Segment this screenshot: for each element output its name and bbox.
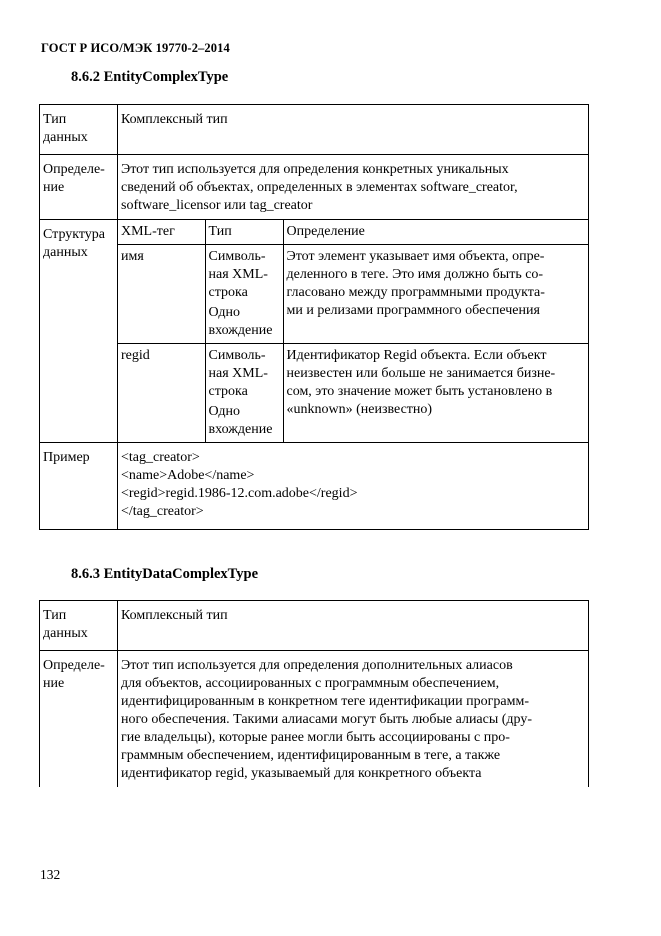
definition-label: Определе- bbox=[43, 658, 105, 673]
structure-row bbox=[40, 220, 589, 443]
definition-row bbox=[40, 155, 589, 220]
type-header: Тип bbox=[205, 220, 283, 245]
tag-name-cell: имя bbox=[118, 245, 205, 344]
definition-text-line: граммным обеспечением, идентифицированным в теге, а также bbox=[121, 748, 501, 763]
tag-definition-line: ми и релизами программного обеспечения bbox=[286, 303, 540, 318]
definition-label: Определе- bbox=[43, 162, 105, 177]
structure-label-cell bbox=[40, 220, 118, 443]
definition-text-line: Этот тип используется для определения конкретных уникальных bbox=[121, 162, 509, 177]
type-text-line: Символь- bbox=[208, 348, 266, 363]
definition-text-line: сведений об объектах, определенных в элементах software_creator, bbox=[121, 180, 518, 195]
tag-definition-cell bbox=[283, 245, 588, 344]
type-cell bbox=[205, 344, 283, 443]
example-code-line: </tag_creator> bbox=[121, 504, 204, 519]
definition-header: Определение bbox=[283, 220, 588, 245]
datatype-label-cell bbox=[40, 601, 118, 651]
tag-definition-line: «unknown» (неизвестно) bbox=[286, 402, 433, 417]
section-title-entity-complex-type: 8.6.2 EntityComplexType bbox=[71, 69, 229, 85]
type-text-line: строка bbox=[208, 384, 248, 399]
definition-text-line: software_licensor или tag_creator bbox=[121, 198, 313, 213]
tag-definition-line: сом, это значение может быть установлено в bbox=[286, 384, 553, 399]
type-text-line: ная XML- bbox=[208, 366, 268, 381]
datatype-label: данных bbox=[43, 130, 88, 145]
tag-definition-line: неизвестен или больше не занимается бизне- bbox=[286, 366, 556, 381]
definition-label: ние bbox=[43, 180, 65, 195]
example-label-cell: Пример bbox=[40, 443, 118, 530]
example-code-line: <name>Adobe</name> bbox=[121, 468, 255, 483]
subtable-row-regid bbox=[118, 344, 588, 443]
definition-label-cell bbox=[40, 651, 118, 788]
datatype-value-cell bbox=[118, 105, 589, 155]
structure-label: Структура bbox=[43, 227, 106, 242]
definition-row bbox=[40, 651, 589, 788]
type-text-line: ная XML- bbox=[208, 267, 268, 282]
definition-text-line: ного обеспечения. Такими алиасами могут быть любые алиасы (дру- bbox=[121, 712, 533, 727]
structure-subtable bbox=[118, 220, 588, 442]
tag-definition-line: гласовано между программными продукта- bbox=[286, 285, 545, 300]
tag-definition-line: Этот элемент указывает имя объекта, опре- bbox=[286, 249, 545, 264]
definition-label-cell bbox=[40, 155, 118, 220]
datatype-label: данных bbox=[43, 626, 88, 641]
entity-complex-type-table bbox=[39, 104, 589, 530]
tag-regid-cell: regid bbox=[118, 344, 205, 443]
section-title-entity-data-complex-type: 8.6.3 EntityDataComplexType bbox=[71, 566, 259, 582]
xml-tag-header: XML-тег bbox=[118, 220, 205, 245]
definition-text-line: гие владельцы), которые ранее могли быть ассоциированы с про- bbox=[121, 730, 510, 745]
datatype-row bbox=[40, 105, 589, 155]
definition-label: ние bbox=[43, 676, 65, 691]
datatype-label: Тип bbox=[43, 608, 67, 623]
datatype-label: Тип bbox=[43, 112, 67, 127]
type-text-line: Символь- bbox=[208, 249, 266, 264]
type-text-line: строка bbox=[208, 285, 248, 300]
subtable-row-name bbox=[118, 245, 588, 344]
datatype-row bbox=[40, 601, 589, 651]
datatype-value: Комплексный тип bbox=[121, 608, 228, 623]
tag-definition-cell bbox=[283, 344, 588, 443]
type-cell bbox=[205, 245, 283, 344]
tag-definition-line: деленного в теге. Это имя должно быть со- bbox=[286, 267, 544, 282]
occurrence-text-line: вхождение bbox=[208, 323, 273, 338]
example-row bbox=[40, 443, 589, 530]
datatype-value: Комплексный тип bbox=[121, 112, 228, 127]
definition-text-line: Этот тип используется для определения дополнительных алиасов bbox=[121, 658, 513, 673]
example-code-line: <regid>regid.1986-12.com.adobe</regid> bbox=[121, 486, 358, 501]
document-header: ГОСТ Р ИСО/МЭК 19770-2–2014 bbox=[41, 41, 230, 55]
definition-value-cell bbox=[118, 651, 589, 788]
datatype-value-cell bbox=[118, 601, 589, 651]
definition-text-line: идентифицированным в конкретном теге идентификации программ- bbox=[121, 694, 529, 709]
structure-subtable-cell bbox=[118, 220, 589, 443]
structure-label: данных bbox=[43, 245, 88, 260]
occurrence-text-line: Одно bbox=[208, 404, 241, 419]
example-code-line: <tag_creator> bbox=[121, 450, 200, 465]
page-number: 132 bbox=[40, 867, 61, 882]
definition-text-line: для объектов, ассоциированных с программным обеспечением, bbox=[121, 676, 500, 691]
datatype-label-cell bbox=[40, 105, 118, 155]
occurrence-text-line: Одно bbox=[208, 305, 241, 320]
example-code-cell bbox=[118, 443, 589, 530]
entity-data-complex-type-table bbox=[39, 600, 589, 787]
definition-text-line: идентификатор regid, указываемый для конкретного объекта bbox=[121, 766, 482, 781]
tag-definition-line: Идентификатор Regid объекта. Если объект bbox=[286, 348, 547, 363]
occurrence-text-line: вхождение bbox=[208, 422, 273, 437]
subtable-header-row bbox=[118, 220, 588, 245]
definition-value-cell bbox=[118, 155, 589, 220]
